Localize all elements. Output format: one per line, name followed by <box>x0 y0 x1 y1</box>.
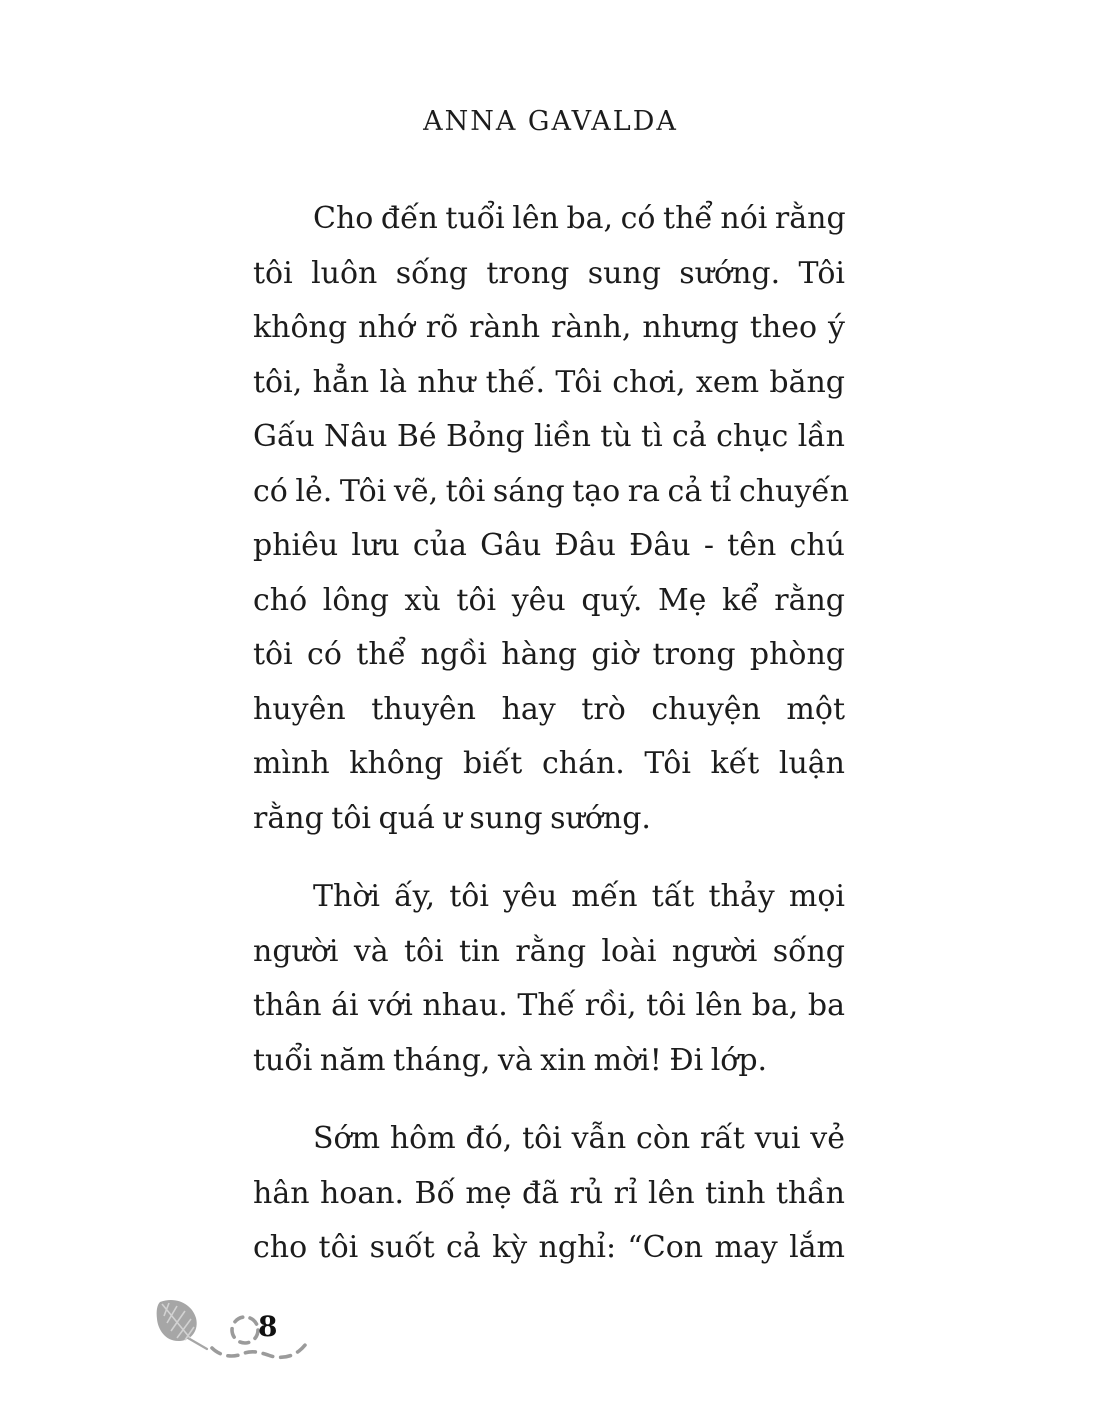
text-line: huyên thuyên hay trò chuyện một <box>253 691 845 727</box>
paragraph <box>253 1112 845 1276</box>
text-line: người và tôi tin rằng loài người sống <box>253 933 845 969</box>
paragraph <box>253 870 845 1088</box>
text-line: không nhớ rõ rành rành, nhưng theo ý <box>253 310 845 345</box>
text-line: Cho đến tuổi lên ba, có thể nói rằng <box>313 201 846 236</box>
body-text <box>253 192 850 1276</box>
text-line: hân hoan. Bố mẹ đã rủ rỉ lên tinh thần <box>253 1175 845 1211</box>
text-line: chó lông xù tôi yêu quý. Mẹ kể rằng <box>253 582 845 618</box>
dashed-flight-path-icon <box>212 1341 308 1357</box>
leaf-icon <box>157 1300 207 1349</box>
text-line: thân ái với nhau. Thế rồi, tôi lên ba, ba <box>253 988 845 1023</box>
text-line: có lẻ. Tôi vẽ, tôi sáng tạo ra cả tỉ chuyến <box>253 473 850 509</box>
text-line: cho tôi suốt cả kỳ nghỉ: “Con may lắm <box>253 1230 845 1265</box>
page-number: 8 <box>258 1310 278 1343</box>
footer-decoration <box>140 1292 340 1362</box>
paragraph <box>253 192 850 846</box>
text-line: rằng tôi quá ư sung sướng. <box>253 800 651 836</box>
text-line: tôi luôn sống trong sung sướng. Tôi <box>253 255 845 291</box>
text-line: tôi có thể ngồi hàng giờ trong phòng <box>253 637 845 672</box>
running-header-author: ANNA GAVALDA <box>423 106 678 137</box>
dashed-loop-icon <box>232 1317 258 1343</box>
text-line: Gấu Nâu Bé Bỏng liền tù tì cả chục lần <box>253 419 845 454</box>
text-line: Sớm hôm đó, tôi vẫn còn rất vui vẻ <box>313 1121 845 1156</box>
text-line: tôi, hẳn là như thế. Tôi chơi, xem băng <box>253 364 845 400</box>
text-line: phiêu lưu của Gâu Đâu Đâu - tên chú <box>253 528 845 563</box>
text-line: mình không biết chán. Tôi kết luận <box>253 746 845 781</box>
text-line: Thời ấy, tôi yêu mến tất thảy mọi <box>313 879 845 914</box>
text-line: tuổi năm tháng, và xin mời! Đi lớp. <box>253 1042 768 1078</box>
